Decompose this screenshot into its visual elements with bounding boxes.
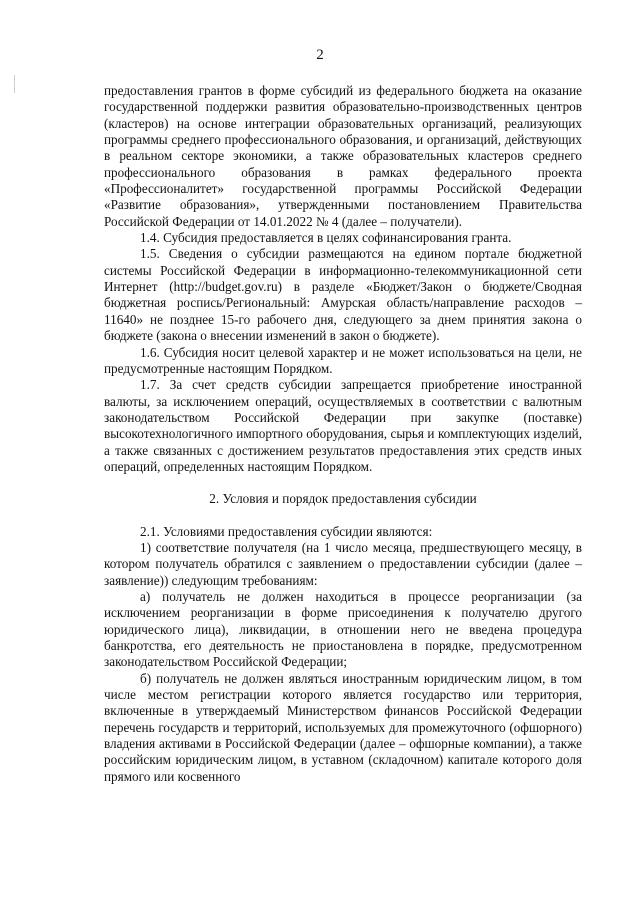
paragraph-1-7: 1.7. За счет средств субсидии запрещается приобретение иностранной валюты, за исключением операций, осуществляемых в соответствии с валютным законодательством Российской Федерации при закупке (поставке) высокотехнологичного импортного оборудования, сырья и комплектующих изделий, а также связанных с достижением результатов предоставления этих средств иных операций, определенных настоящим Порядком. bbox=[104, 377, 582, 474]
paragraph-1-4: 1.4. Субсидия предоставляется в целях софинансирования гранта. bbox=[140, 230, 512, 246]
paragraph-2-1-1: 1) соответствие получателя (на 1 число месяца, предшествующего месяцу, в котором получатель обратился с заявлением о предоставлении субсидии (далее – заявление)) следующим требованиям: bbox=[104, 539, 582, 588]
page-number: 2 bbox=[316, 47, 324, 63]
paragraph-intro-continuation: предоставления грантов в форме субсидий из федерального бюджета на оказание государственной поддержки развития образовательно-производственных центров (кластеров) на основе интеграции образовательных организаций, реализующих программы среднего профессионального образования, и организаций, действующих в реальном секторе экономики, а также образовательных кластеров среднего профессионального образования в рамках федерального проекта «Профессионалитет» государственной программы Российской Федерации «Развитие образования», утвержденными постановлением Правительства Российской Федерации от 14.01.2022 № 4 (далее – получатели). bbox=[104, 83, 582, 229]
section-2-heading: 2. Условия и порядок предоставления субсидии bbox=[209, 491, 477, 507]
paragraph-2-1-1-b: б) получатель не должен являться иностранным юридическим лицом, в том числе местом регистрации которого является государство или территория, включенные в утверждаемый Министерством финансов Российской Федерации перечень государств и территорий, используемых для промежуточного (офшорного) владения активами в Российской Федерации (далее – офшорные компании), а также российским юридическим лицом, в уставном (складочном) капитале которого доля прямого или косвенного bbox=[104, 670, 582, 784]
paragraph-2-1-1-a: а) получатель не должен находиться в процессе реорганизации (за исключением реорганизации в форме присоединения к получателю другого юридического лица), ликвидации, в отношении него не введена процедура банкротства, его деятельность не приостановлена в порядке, предусмотренном законодательством Российской Федерации; bbox=[104, 588, 582, 670]
paragraph-1-5: 1.5. Сведения о субсидии размещаются на едином портале бюджетной системы Российской Федерации в информационно-телекоммуникационной сети Интернет (http://budget.gov.ru) в разделе «Бюджет/Закон о бюджете/Сводная бюджетная роспись/Региональный: Амурская область/направление расходов – 11640» не позднее 15-го рабочего дня, следующего за днем принятия закона о бюджете (закона о внесении изменений в закон о бюджете). bbox=[104, 246, 582, 344]
paragraph-1-6: 1.6. Субсидия носит целевой характер и не может использоваться на цели, не предусмотренные настоящим Порядком. bbox=[104, 344, 582, 376]
scan-artifact bbox=[14, 75, 15, 93]
document-body bbox=[104, 83, 582, 785]
paragraph-2-1: 2.1. Условиями предоставления субсидии являются: bbox=[140, 523, 433, 539]
